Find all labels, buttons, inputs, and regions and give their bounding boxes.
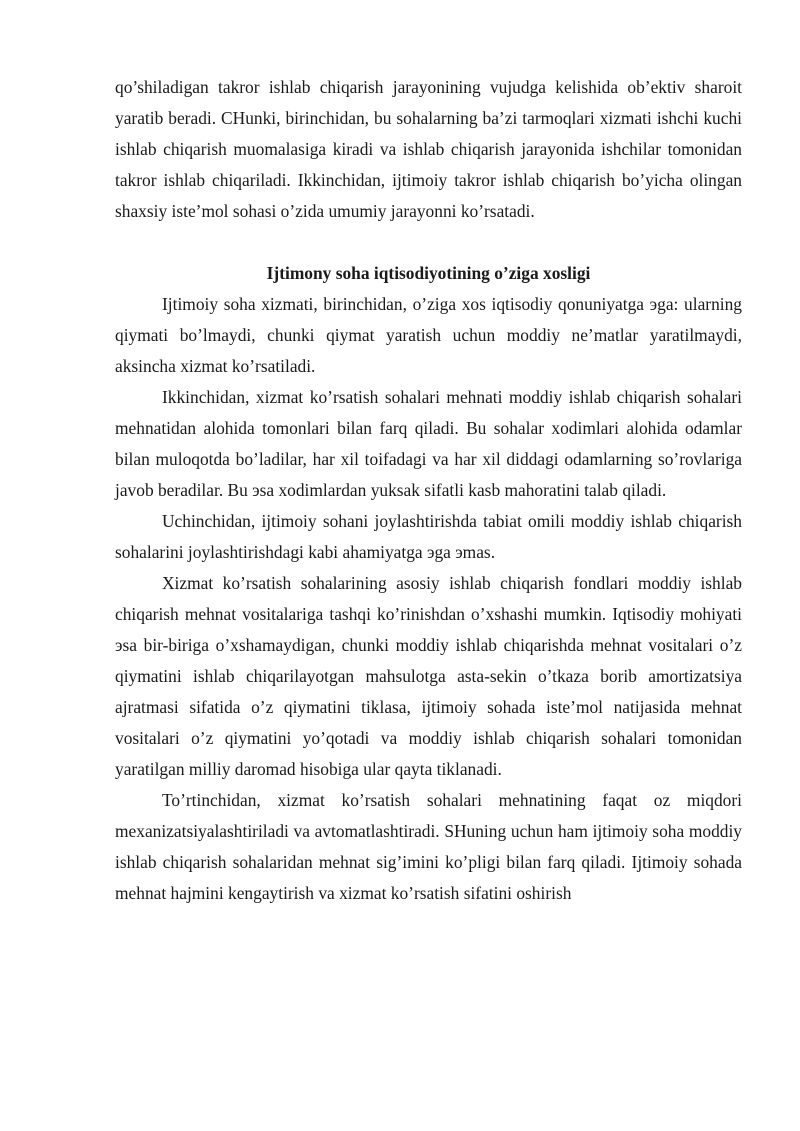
section-heading: Ijtimony soha iqtisodiyotining o’ziga xosligi xyxy=(266,263,591,283)
paragraph-3: Uchinchidan, ijtimoiy sohani joylashtirishda tabiat omili moddiy ishlab chiqarish sohalarini joylashtirishdagi kabi ahamiyatga эga эmas. xyxy=(115,511,742,562)
paragraph-2: Ikkinchidan, xizmat ko’rsatish sohalari mehnati moddiy ishlab chiqarish sohalari mehnatidan alohida tomonlari bilan farq qiladi. Bu sohalar xodimlari alohida odamlar bilan muloqotda bo’ladilar, har xil toifadagi va har xil diddagi odamlarning so’rovlariga javob beradilar. Bu эsa xodimlardan yuksak sifatli kasb mahoratini talab qiladi. xyxy=(115,387,742,500)
paragraph-1: Ijtimoiy soha xizmati, birinchidan, o’ziga xos iqtisodiy qonuniyatga эga: ularning qiymati bo’lmaydi, chunki qiymat yaratish uchun moddiy ne’matlar yaratilmaydi, aksincha xizmat ko’rsatiladi. xyxy=(115,294,742,376)
document-page xyxy=(115,72,742,909)
paragraph-4: Xizmat ko’rsatish sohalarining asosiy ishlab chiqarish fondlari moddiy ishlab chiqarish mehnat vositalariga tashqi ko’rinishdan o’xshashi mumkin. Iqtisodiy mohiyati эsa bir-biriga o’xshamaydigan, chunki moddiy ishlab chiqarishda mehnat vositalari o’z qiymatini ishlab chiqarilayotgan mahsulotga asta-sekin o’tkaza borib amortizatsiya ajratmasi sifatida o’z qiymatini tiklasa, ijtimoiy sohada iste’mol natijasida mehnat vositalari o’z qiymatini yo’qotadi va moddiy ishlab chiqarish sohalari tomonidan yaratilgan milliy daromad hisobiga ular qayta tiklanadi. xyxy=(115,573,742,779)
paragraph-5: To’rtinchidan, xizmat ko’rsatish sohalari mehnatining faqat oz miqdori mexanizatsiyalashtiriladi va avtomatlashtiradi. SHuning uchun ham ijtimoiy soha moddiy ishlab chiqarish sohalaridan mehnat sig’imini ko’pligi bilan farq qiladi. Ijtimoiy sohada mehnat hajmini kengaytirish va xizmat ko’rsatish sifatini oshirish xyxy=(115,790,742,903)
intro-paragraph: qo’shiladigan takror ishlab chiqarish jarayonining vujudga kelishida ob’ektiv sharoit yaratib beradi. CHunki, birinchidan, bu sohalarning ba’zi tarmoqlari xizmati ishchi kuchi ishlab chiqarish muomalasiga kiradi va ishlab chiqarish jarayonida ishchilar tomonidan takror ishlab chiqariladi. Ikkinchidan, ijtimoiy takror ishlab chiqarish bo’yicha olingan shaxsiy iste’mol sohasi o’zida umumiy jarayonni ko’rsatadi. xyxy=(115,77,742,221)
